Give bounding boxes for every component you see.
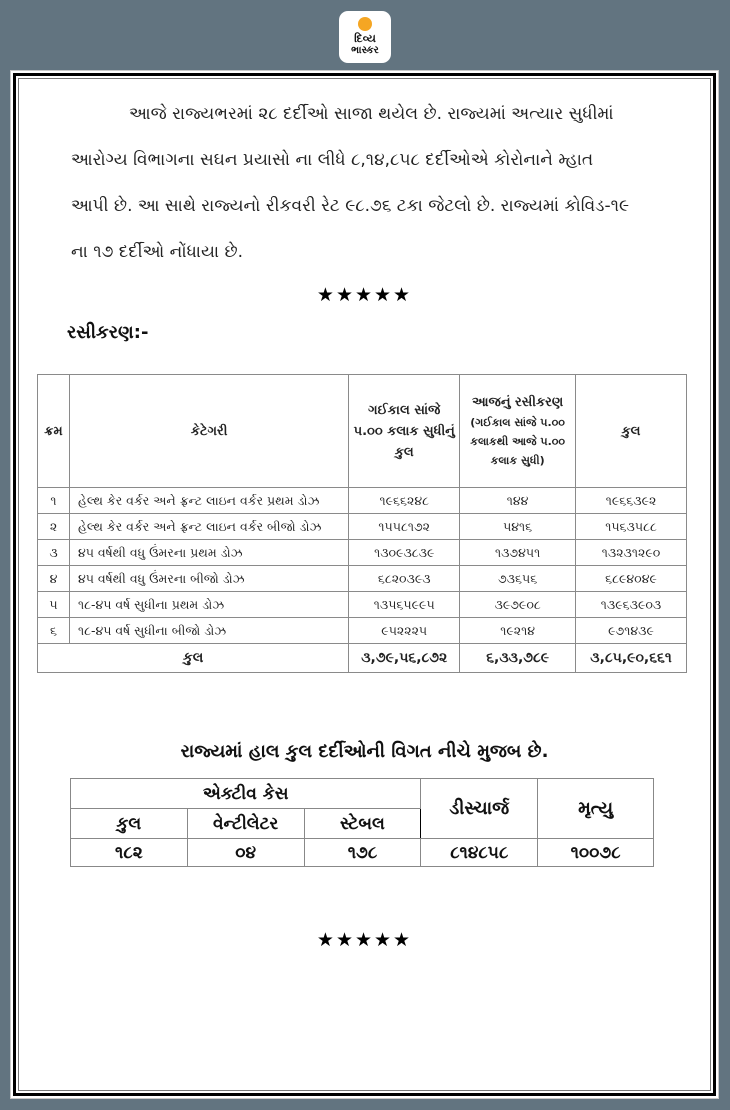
total-label: કુલ [38, 644, 349, 673]
logo-line-1: દિવ્ય [354, 32, 376, 45]
patients-heading: રાજ્યમાં હાલ કુલ દર્દીઓની વિગત નીચે મુજબ છે. [180, 741, 549, 762]
row-total: ૧૩૯૬૩૯૦૩ [576, 592, 687, 618]
vaccination-heading: રસીકરણ:- [67, 322, 149, 343]
press-release-page [10, 70, 719, 1099]
row-serial: ૫ [38, 592, 70, 618]
header-serial: ક્રમ [38, 375, 70, 488]
row-category: ૪૫ વર્ષથી વધુ ઉંમરના બીજો ડોઝ [69, 566, 348, 592]
row-total: ૧૩૨૩૧૨૯૦ [576, 540, 687, 566]
ventilator-label: વેન્ટીલેટર [187, 809, 304, 839]
header-previous-total: ગઈકાલ સાંજે ૫.૦૦ કલાક સુધીનું કુલ [349, 375, 460, 488]
total-total: ૩,૮૫,૯૦,૬૬૧ [576, 644, 687, 673]
row-category: હેલ્થ કેર વર્કર અને ફ્રન્ટ લાઇન વર્કર બીજો ડોઝ [69, 514, 348, 540]
row-previous: ૯૫૨૨૨૫ [349, 618, 460, 644]
row-today: ૫૪૧૬ [460, 514, 576, 540]
row-category: હેલ્થ કેર વર્કર અને ફ્રન્ટ લાઇન વર્કર પ્રથમ ડોઝ [69, 488, 348, 514]
star-separator: ★★★★★ [316, 284, 413, 306]
active-total-value: ૧૮૨ [71, 839, 188, 867]
row-serial: ૬ [38, 618, 70, 644]
total-previous: ૩,૭૯,૫૬,૮૭૨ [349, 644, 460, 673]
active-total-label: કુલ [71, 809, 188, 839]
row-serial: ૧ [38, 488, 70, 514]
paragraph-line: આજે રાજ્યભરમાં ૨૮ દર્દીઓ સાજા થયેલ છે. રાજ્યમાં અત્યાર સુધીમાં [129, 104, 614, 124]
discharge-value: ૮૧૪૮૫૮ [421, 839, 538, 867]
paragraph-line: આપી છે. આ સાથે રાજ્યનો રીકવરી રેટ ૯૮.૭૬ ટકા જેટલો છે. રાજ્યમાં કોવિડ-૧૯ [71, 196, 630, 216]
vaccination-row [38, 566, 687, 592]
stable-label: સ્ટેબલ [304, 809, 421, 839]
row-today: ૧૪૪ [460, 488, 576, 514]
patients-table [70, 778, 654, 867]
discharge-label: ડીસ્ચાર્જ [421, 779, 538, 839]
vaccination-table-header [38, 375, 687, 488]
paragraph-line: આરોગ્ય વિભાગના સઘન પ્રયાસો ના લીધે ૮,૧૪,૮૫૮ દર્દીઓએ કોરોનાને મ્હાત [71, 150, 594, 170]
row-today: ૩૯૭૯૦૮ [460, 592, 576, 618]
row-today: ૧૩૭૪૫૧ [460, 540, 576, 566]
stable-value: ૧૭૮ [304, 839, 421, 867]
row-category: ૧૮-૪૫ વર્ષ સુધીના બીજો ડોઝ [69, 618, 348, 644]
row-category: ૧૮-૪૫ વર્ષ સુધીના પ્રથમ ડોઝ [69, 592, 348, 618]
vaccination-row [38, 488, 687, 514]
death-value: ૧૦૦૭૮ [538, 839, 654, 867]
active-cases-label: એક્ટીવ કેસ [71, 779, 421, 809]
row-today: ૭૩૬૫૬ [460, 566, 576, 592]
vaccination-row [38, 618, 687, 644]
paragraph-line: ના ૧૭ દર્દીઓ નોંધાયા છે. [71, 242, 243, 262]
sun-icon [358, 17, 372, 31]
row-previous: ૬૮૨૦૩૯૩ [349, 566, 460, 592]
star-separator-bottom: ★★★★★ [316, 929, 413, 951]
row-serial: ૪ [38, 566, 70, 592]
header-total: કુલ [576, 375, 687, 488]
vaccination-table [37, 374, 687, 673]
row-serial: ૩ [38, 540, 70, 566]
row-serial: ૨ [38, 514, 70, 540]
vaccination-row [38, 540, 687, 566]
header-today-title: આજનું રસીકરણ [471, 395, 564, 410]
vaccination-row [38, 592, 687, 618]
vaccination-row [38, 514, 687, 540]
vaccination-total-row [38, 644, 687, 673]
row-today: ૧૯૨૧૪ [460, 618, 576, 644]
death-label: મૃત્યુ [538, 779, 654, 839]
header-category: કેટેગરી [69, 375, 348, 488]
total-today: ૬,૩૩,૭૮૯ [460, 644, 576, 673]
divya-bhaskar-logo [339, 11, 391, 63]
header-today-sub: (ગઈકાલ સાંજે ૫.૦૦ કલાકથી આજે ૫.૦૦ કલાક સુધી) [470, 416, 566, 467]
row-category: ૪૫ વર્ષથી વધુ ઉંમરના પ્રથમ ડોઝ [69, 540, 348, 566]
summary-paragraph [71, 91, 671, 275]
row-total: ૯૭૧૪૩૯ [576, 618, 687, 644]
logo-line-2: ભાસ્કર [351, 45, 379, 56]
row-previous: ૧૩૦૯૩૮૩૯ [349, 540, 460, 566]
row-previous: ૧૩૫૬૫૯૯૫ [349, 592, 460, 618]
ventilator-value: ૦૪ [187, 839, 304, 867]
row-previous: ૧૯૬૬૨૪૮ [349, 488, 460, 514]
patients-values-row [71, 839, 654, 867]
row-total: ૧૯૬૬૩૯૨ [576, 488, 687, 514]
header-today [460, 375, 576, 488]
row-total: ૧૫૬૩૫૮૮ [576, 514, 687, 540]
row-total: ૬૮૯૪૦૪૯ [576, 566, 687, 592]
row-previous: ૧૫૫૮૧૭૨ [349, 514, 460, 540]
